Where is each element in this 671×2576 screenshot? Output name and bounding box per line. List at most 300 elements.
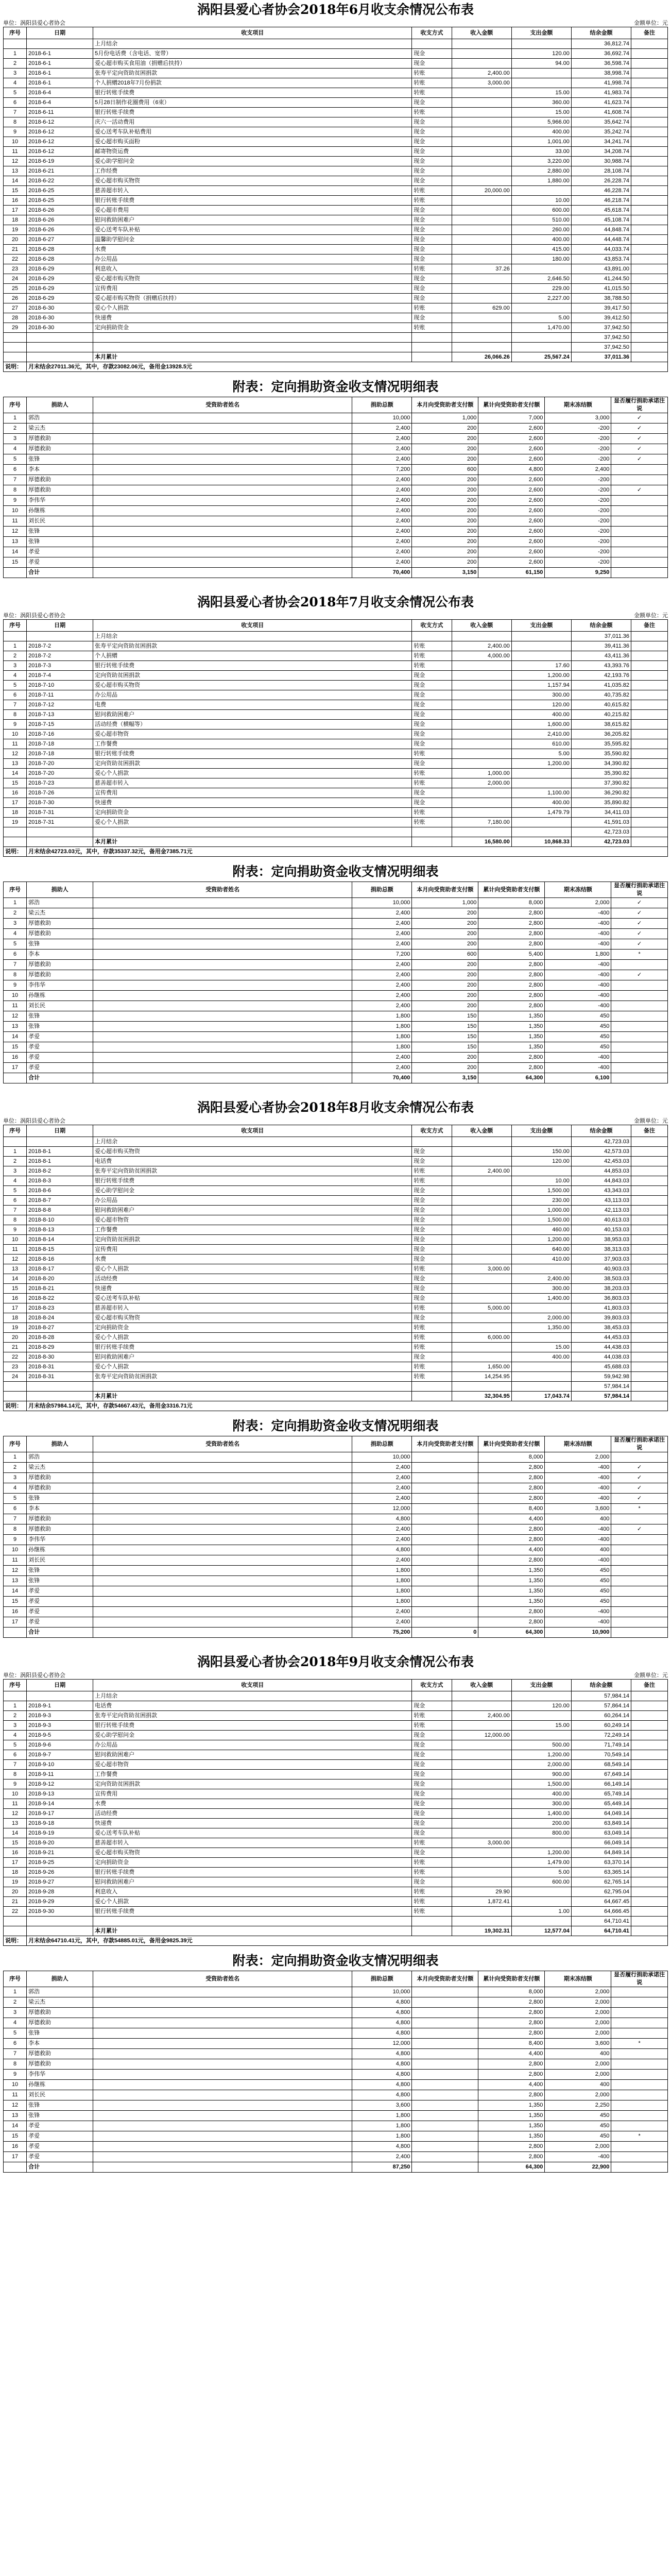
donor-cell: -400 bbox=[545, 1535, 611, 1545]
ledger-cell bbox=[27, 1691, 93, 1701]
donor-cell bbox=[412, 1473, 478, 1483]
ledger-cell: 爱心超市购买物资 bbox=[93, 1147, 412, 1157]
donor-cell: 李本 bbox=[27, 950, 93, 960]
ledger-cell bbox=[631, 39, 668, 49]
ledger-cell: 2,400.00 bbox=[452, 641, 511, 651]
donor-cell bbox=[611, 547, 668, 557]
table-row bbox=[4, 274, 668, 284]
ledger-cell bbox=[412, 1392, 452, 1401]
donor-cell bbox=[412, 1597, 478, 1607]
donor-header-cell: 序号 bbox=[4, 882, 27, 898]
donor-cell: 2,800 bbox=[478, 1524, 545, 1535]
donor-section bbox=[0, 1953, 671, 2173]
ledger-cell: 15.00 bbox=[511, 1721, 571, 1731]
ledger-cell: 1,500.00 bbox=[511, 1215, 571, 1225]
ledger-cell: 爱心超市购买面粉 bbox=[93, 137, 412, 147]
donor-cell: 450 bbox=[545, 1597, 611, 1607]
ledger-cell: 2018-8-10 bbox=[27, 1215, 93, 1225]
section-gap bbox=[0, 1083, 671, 1093]
ledger-cell bbox=[631, 1186, 668, 1196]
donor-cell bbox=[93, 2090, 352, 2100]
ledger-cell: 现金 bbox=[412, 759, 452, 769]
ledger-cell: 4,000.00 bbox=[452, 651, 511, 661]
ledger-cell: 个人捐赠 bbox=[93, 651, 412, 661]
ledger-cell: 6 bbox=[4, 98, 27, 108]
ledger-section bbox=[0, 1654, 671, 1946]
ledger-cell bbox=[511, 1691, 571, 1701]
ledger-cell bbox=[631, 1147, 668, 1157]
ledger-cell: 63,849.14 bbox=[571, 1819, 631, 1828]
donor-cell: 9 bbox=[4, 980, 27, 991]
ledger-cell bbox=[631, 206, 668, 215]
donor-cell: 1,800 bbox=[352, 1586, 412, 1597]
donor-cell: 2,400 bbox=[352, 1483, 412, 1494]
ledger-cell bbox=[631, 1789, 668, 1799]
donor-cell bbox=[412, 1452, 478, 1463]
donor-cell bbox=[93, 1473, 352, 1483]
donor-cell: 2,400 bbox=[352, 537, 412, 547]
ledger-cell: 2018-8-16 bbox=[27, 1255, 93, 1264]
donor-cell bbox=[93, 2049, 352, 2059]
donor-total-cell bbox=[93, 568, 352, 578]
donor-cell: -200 bbox=[545, 423, 611, 434]
ledger-cell: 定向资助贫困捐款 bbox=[93, 1780, 412, 1789]
donor-cell: 2,800 bbox=[478, 1001, 545, 1011]
donor-header-cell: 捐助总额 bbox=[352, 397, 412, 413]
ledger-cell bbox=[511, 651, 571, 661]
ledger-cell: 2018-9-12 bbox=[27, 1780, 93, 1789]
ledger-cell: 转账 bbox=[412, 1166, 452, 1176]
ledger-cell: 2018-7-26 bbox=[27, 788, 93, 798]
ledger-cell bbox=[631, 303, 668, 313]
donor-total-cell: 0 bbox=[412, 1628, 478, 1638]
ledger-cell: 2018-7-31 bbox=[27, 808, 93, 818]
donor-cell: 李本 bbox=[27, 1504, 93, 1514]
table-row bbox=[4, 1514, 668, 1524]
ledger-cell: 现金 bbox=[412, 1255, 452, 1264]
ledger-cell: 2018-8-22 bbox=[27, 1294, 93, 1303]
ledger-cell: 460.00 bbox=[511, 1225, 571, 1235]
ledger-cell: 37,942.50 bbox=[571, 333, 631, 343]
table-row bbox=[4, 255, 668, 264]
ledger-cell: 5 bbox=[4, 88, 27, 98]
donor-cell: 孙继栋 bbox=[27, 506, 93, 516]
donor-cell: 1,800 bbox=[352, 1042, 412, 1053]
ledger-cell: 26 bbox=[4, 294, 27, 303]
donor-cell: -200 bbox=[545, 485, 611, 496]
ledger-cell: 快递费 bbox=[93, 1819, 412, 1828]
donor-cell: 2,000 bbox=[545, 2008, 611, 2018]
table-row bbox=[4, 1721, 668, 1731]
donor-cell: 1,800 bbox=[352, 1566, 412, 1576]
ledger-cell bbox=[452, 1157, 511, 1166]
ledger-cell bbox=[631, 837, 668, 847]
donor-total-cell bbox=[412, 2162, 478, 2173]
ledger-cell: 120.00 bbox=[511, 1157, 571, 1166]
ledger-cell bbox=[511, 1917, 571, 1926]
donor-cell: 12 bbox=[4, 1566, 27, 1576]
donor-cell: 15 bbox=[4, 1597, 27, 1607]
donor-cell bbox=[412, 2131, 478, 2142]
ledger-cell: 1,500.00 bbox=[511, 1780, 571, 1789]
ledger-cell: 银行转账手续费 bbox=[93, 88, 412, 98]
donor-cell: 200 bbox=[412, 908, 478, 919]
table-row bbox=[4, 960, 668, 970]
donor-total-cell: 64,300 bbox=[478, 1073, 545, 1083]
donor-cell: 4,800 bbox=[352, 1997, 412, 2008]
ledger-cell: 2018-8-15 bbox=[27, 1245, 93, 1255]
ledger-cell: 46,218.74 bbox=[571, 196, 631, 206]
ledger-cell: 2018-7-2 bbox=[27, 651, 93, 661]
ledger-cell: 慰问救助困难户 bbox=[93, 1206, 412, 1215]
ledger-cell: 33.00 bbox=[511, 147, 571, 157]
table-row bbox=[4, 235, 668, 245]
ledger-cell: 活动经费 bbox=[93, 1809, 412, 1819]
ledger-cell: 本月累计 bbox=[93, 837, 412, 847]
ledger-cell bbox=[93, 343, 412, 352]
ledger-cell bbox=[452, 333, 511, 343]
donor-cell bbox=[93, 980, 352, 991]
ledger-cell: 办公用品 bbox=[93, 255, 412, 264]
donor-cell bbox=[93, 465, 352, 475]
donor-cell: 8,000 bbox=[478, 1452, 545, 1463]
ledger-cell: 20 bbox=[4, 235, 27, 245]
donor-cell bbox=[611, 2152, 668, 2162]
ledger-cell: 39,417.50 bbox=[571, 303, 631, 313]
donor-cell: 2,800 bbox=[478, 939, 545, 950]
donor-cell: 2,000 bbox=[545, 1997, 611, 2008]
ledger-cell: 活动经费 bbox=[93, 1274, 412, 1284]
ledger-cell bbox=[452, 710, 511, 720]
donor-cell: 9 bbox=[4, 1535, 27, 1545]
donor-cell bbox=[93, 1597, 352, 1607]
ledger-cell bbox=[631, 1206, 668, 1215]
donor-cell: -400 bbox=[545, 1063, 611, 1073]
ledger-cell: 2018-9-25 bbox=[27, 1858, 93, 1868]
ledger-cell: 2,410.00 bbox=[511, 730, 571, 739]
donor-cell bbox=[93, 1022, 352, 1032]
ledger-cell: 2018-8-14 bbox=[27, 1235, 93, 1245]
ledger-cell: 1,600.00 bbox=[511, 720, 571, 730]
donor-cell bbox=[93, 2008, 352, 2018]
ledger-cell: 银行转账手续费 bbox=[93, 1868, 412, 1877]
ledger-cell bbox=[631, 720, 668, 730]
ledger-cell: 爱心个人捐款 bbox=[93, 818, 412, 827]
table-row bbox=[4, 2142, 668, 2152]
ledger-unit-line bbox=[3, 1117, 668, 1125]
donor-cell: 4 bbox=[4, 1483, 27, 1494]
ledger-cell bbox=[452, 196, 511, 206]
ledger-cell: 24 bbox=[4, 1372, 27, 1382]
donor-cell: 200 bbox=[412, 485, 478, 496]
ledger-cell bbox=[27, 343, 93, 352]
ledger-cell: 41,608.74 bbox=[571, 108, 631, 117]
ledger-cell bbox=[412, 343, 452, 352]
donor-cell bbox=[93, 1452, 352, 1463]
donor-cell: 1,350 bbox=[478, 1042, 545, 1053]
ledger-cell: 44,853.03 bbox=[571, 1166, 631, 1176]
donor-cell: -400 bbox=[545, 908, 611, 919]
ledger-cell bbox=[631, 671, 668, 681]
donor-cell bbox=[93, 496, 352, 506]
ledger-cell: 2018-6-28 bbox=[27, 245, 93, 255]
ledger-cell: 38,203.03 bbox=[571, 1284, 631, 1294]
ledger-cell bbox=[631, 700, 668, 710]
donor-cell: 200 bbox=[412, 527, 478, 537]
ledger-cell bbox=[27, 1926, 93, 1936]
donor-cell bbox=[611, 527, 668, 537]
ledger-cell: 2018-9-7 bbox=[27, 1750, 93, 1760]
donor-header-cell: 显否履行捐助承诺注说 bbox=[611, 1971, 668, 1987]
ledger-cell bbox=[631, 759, 668, 769]
ledger-cell: 现金 bbox=[412, 1809, 452, 1819]
ledger-cell: 2018-9-5 bbox=[27, 1731, 93, 1740]
ledger-cell: 16 bbox=[4, 196, 27, 206]
ledger-cell: 1,100.00 bbox=[511, 788, 571, 798]
donor-cell: 200 bbox=[412, 496, 478, 506]
ledger-cell: 2018-8-13 bbox=[27, 1225, 93, 1235]
ledger-cell: 2018-8-6 bbox=[27, 1186, 93, 1196]
ledger-cell bbox=[452, 59, 511, 69]
donor-cell: 450 bbox=[545, 1586, 611, 1597]
ledger-cell: 转账 bbox=[412, 1858, 452, 1868]
donor-cell: -400 bbox=[545, 929, 611, 939]
ledger-cell: 银行转账手续费 bbox=[93, 1343, 412, 1352]
ledger-cell bbox=[27, 1382, 93, 1392]
donor-cell bbox=[611, 1053, 668, 1063]
ledger-cell bbox=[452, 1877, 511, 1887]
donor-cell: 2,400 bbox=[352, 516, 412, 527]
donor-cell bbox=[93, 2131, 352, 2142]
donor-cell: 200 bbox=[412, 939, 478, 950]
table-row bbox=[4, 423, 668, 434]
donor-cell: 4 bbox=[4, 444, 27, 454]
ledger-cell: 现金 bbox=[412, 284, 452, 294]
table-row bbox=[4, 454, 668, 465]
ledger-header-cell: 序号 bbox=[4, 27, 27, 39]
ledger-header-cell: 支出金额 bbox=[511, 1125, 571, 1137]
donor-cell: 2,400 bbox=[352, 557, 412, 568]
ledger-cell: 38,313.03 bbox=[571, 1245, 631, 1255]
table-row bbox=[4, 1137, 668, 1147]
ledger-cell: 现金 bbox=[412, 1313, 452, 1323]
ledger-cell: 39,411.36 bbox=[571, 641, 631, 651]
ledger-cell: 64,710.41 bbox=[571, 1917, 631, 1926]
ledger-cell bbox=[631, 264, 668, 274]
ledger-cell: 13 bbox=[4, 1819, 27, 1828]
donor-header-cell: 期末冻结额 bbox=[545, 397, 611, 413]
donor-title: 附表：定向捐助资金收支情况明细表 bbox=[232, 864, 439, 879]
ledger-cell: 7 bbox=[4, 700, 27, 710]
donor-cell: 1,800 bbox=[352, 1576, 412, 1586]
ledger-cell bbox=[631, 1809, 668, 1819]
ledger-cell bbox=[27, 1917, 93, 1926]
donor-cell: -200 bbox=[545, 444, 611, 454]
ledger-cell: 10 bbox=[4, 1789, 27, 1799]
table-row bbox=[4, 759, 668, 769]
donor-cell: 2,600 bbox=[478, 444, 545, 454]
donor-cell: 2,250 bbox=[545, 2100, 611, 2111]
ledger-cell: 转账 bbox=[412, 1887, 452, 1897]
ledger-cell bbox=[93, 827, 412, 837]
ledger-cell bbox=[4, 333, 27, 343]
ledger-cell: 2018-9-6 bbox=[27, 1740, 93, 1750]
ledger-cell: 工作经费 bbox=[93, 166, 412, 176]
table-row bbox=[4, 2121, 668, 2131]
ledger-cell bbox=[631, 352, 668, 362]
ledger-cell bbox=[631, 1887, 668, 1897]
ledger-cell bbox=[631, 641, 668, 651]
donor-cell: 1,800 bbox=[352, 1022, 412, 1032]
donor-cell: 2,400 bbox=[352, 1473, 412, 1483]
ledger-header-cell: 序号 bbox=[4, 1680, 27, 1691]
ledger-cell: 2018-8-31 bbox=[27, 1362, 93, 1372]
donor-cell: -200 bbox=[545, 516, 611, 527]
currency-label: 金额单位：元 bbox=[634, 1118, 668, 1124]
donor-cell: 2,800 bbox=[478, 908, 545, 919]
donor-cell bbox=[412, 2090, 478, 2100]
donor-cell: 4,800 bbox=[352, 1514, 412, 1524]
ledger-cell bbox=[452, 1828, 511, 1838]
ledger-cell: 现金 bbox=[412, 739, 452, 749]
donor-cell bbox=[412, 2152, 478, 2162]
note-text: 月末结余27011.36元，其中，存款23082.06元，备用金13928.5元 bbox=[27, 362, 668, 372]
ledger-cell bbox=[4, 39, 27, 49]
donor-cell: 1,350 bbox=[478, 1566, 545, 1576]
donor-cell: 14 bbox=[4, 547, 27, 557]
table-row bbox=[4, 2018, 668, 2028]
ledger-cell: 6 bbox=[4, 690, 27, 700]
ledger-cell bbox=[412, 1691, 452, 1701]
table-row bbox=[4, 1701, 668, 1711]
ledger-cell bbox=[631, 1313, 668, 1323]
ledger-cell bbox=[452, 1858, 511, 1868]
ledger-header-cell: 备注 bbox=[631, 1125, 668, 1137]
donor-cell: ✓ bbox=[611, 1483, 668, 1494]
donor-cell: ✓ bbox=[611, 423, 668, 434]
ledger-cell: 1,350.00 bbox=[511, 1323, 571, 1333]
donor-cell bbox=[611, 1032, 668, 1042]
donor-table bbox=[3, 1436, 668, 1638]
ledger-cell: 37.26 bbox=[452, 264, 511, 274]
ledger-cell: 张寿平定向资助贫困捐款 bbox=[93, 1711, 412, 1721]
ledger-cell: 71,749.14 bbox=[571, 1740, 631, 1750]
donor-cell bbox=[611, 2121, 668, 2131]
ledger-cell: 慰问救助困难户 bbox=[93, 1877, 412, 1887]
ledger-cell: 44,848.74 bbox=[571, 225, 631, 235]
ledger-cell: 43,891.00 bbox=[571, 264, 631, 274]
donor-total-cell: 64,300 bbox=[478, 1628, 545, 1638]
ledger-cell: 43,343.03 bbox=[571, 1186, 631, 1196]
ledger-cell: 37,011.36 bbox=[571, 632, 631, 641]
donor-cell bbox=[412, 1524, 478, 1535]
ledger-cell: 1 bbox=[4, 1701, 27, 1711]
ledger-cell: 慰问救助困难户 bbox=[93, 710, 412, 720]
table-row bbox=[4, 108, 668, 117]
ledger-cell bbox=[4, 1917, 27, 1926]
donor-cell: 孝爱 bbox=[27, 2152, 93, 2162]
ledger-cell: 转账 bbox=[412, 108, 452, 117]
ledger-cell bbox=[631, 1848, 668, 1858]
donor-cell: 1,350 bbox=[478, 2131, 545, 2142]
ledger-cell: 7 bbox=[4, 1760, 27, 1770]
ledger-cell: 2018-9-10 bbox=[27, 1760, 93, 1770]
ledger-cell: 1 bbox=[4, 49, 27, 59]
ledger-cell: 15.00 bbox=[511, 108, 571, 117]
donor-cell: 厚德救助 bbox=[27, 960, 93, 970]
donor-cell bbox=[93, 898, 352, 908]
ledger-cell: 温馨助学慰问金 bbox=[93, 235, 412, 245]
table-row bbox=[4, 950, 668, 960]
donor-cell: 2,600 bbox=[478, 557, 545, 568]
ledger-cell bbox=[452, 49, 511, 59]
ledger-header-cell: 收支项目 bbox=[93, 27, 412, 39]
ledger-cell: 爱心个人捐款 bbox=[93, 769, 412, 778]
donor-cell bbox=[93, 537, 352, 547]
ledger-cell: 5月28日制作花圈费用（6束） bbox=[93, 98, 412, 108]
ledger-cell: 19 bbox=[4, 225, 27, 235]
donor-cell bbox=[412, 2080, 478, 2090]
donor-cell: 刘长民 bbox=[27, 2090, 93, 2100]
ledger-cell bbox=[452, 39, 511, 49]
ledger-cell: 29.90 bbox=[452, 1887, 511, 1897]
ledger-cell bbox=[511, 303, 571, 313]
ledger-cell: 2018-8-21 bbox=[27, 1284, 93, 1294]
donor-cell: 2,600 bbox=[478, 423, 545, 434]
donor-cell: 1 bbox=[4, 1987, 27, 1997]
donor-cell: 厚德救助 bbox=[27, 1473, 93, 1483]
ledger-cell bbox=[631, 1255, 668, 1264]
table-row bbox=[4, 1264, 668, 1274]
donor-cell: -200 bbox=[545, 506, 611, 516]
donor-total-cell: 87,250 bbox=[352, 2162, 412, 2173]
donor-cell bbox=[412, 1987, 478, 1997]
donor-cell bbox=[412, 1463, 478, 1473]
ledger-cell: 1,872.41 bbox=[452, 1897, 511, 1907]
ledger-cell: 3 bbox=[4, 661, 27, 671]
ledger-cell: 现金 bbox=[412, 245, 452, 255]
ledger-cell bbox=[412, 837, 452, 847]
ledger-cell bbox=[452, 798, 511, 808]
donor-cell: ✓ bbox=[611, 1463, 668, 1473]
table-row bbox=[4, 537, 668, 547]
table-row bbox=[4, 323, 668, 333]
ledger-cell bbox=[631, 1691, 668, 1701]
ledger-cell bbox=[412, 333, 452, 343]
donor-total-cell: 合计 bbox=[27, 2162, 93, 2173]
ledger-cell: 40,613.03 bbox=[571, 1215, 631, 1225]
donor-cell: ✓ bbox=[611, 939, 668, 950]
donor-cell bbox=[412, 1997, 478, 2008]
ledger-cell: 43,393.76 bbox=[571, 661, 631, 671]
donor-header-cell: 受资助者姓名 bbox=[93, 882, 352, 898]
ledger-title: 涡阳县爱心者协会2018年6月收支余情况公布表 bbox=[197, 2, 474, 17]
donor-cell bbox=[93, 527, 352, 537]
donor-cell: 2,000 bbox=[545, 2059, 611, 2070]
ledger-cell bbox=[412, 1137, 452, 1147]
donor-cell: 厚德救助 bbox=[27, 2049, 93, 2059]
ledger-cell: 17,043.74 bbox=[511, 1392, 571, 1401]
ledger-cell: 电话费 bbox=[93, 1157, 412, 1166]
ledger-cell: 宣传费用 bbox=[93, 284, 412, 294]
ledger-cell bbox=[631, 1166, 668, 1176]
ledger-cell: 转账 bbox=[412, 808, 452, 818]
ledger-header-cell: 日期 bbox=[27, 620, 93, 632]
ledger-cell: 1,470.00 bbox=[511, 323, 571, 333]
ledger-cell: 150.00 bbox=[511, 1147, 571, 1157]
ledger-cell: 3,220.00 bbox=[511, 157, 571, 166]
ledger-section bbox=[0, 595, 671, 857]
